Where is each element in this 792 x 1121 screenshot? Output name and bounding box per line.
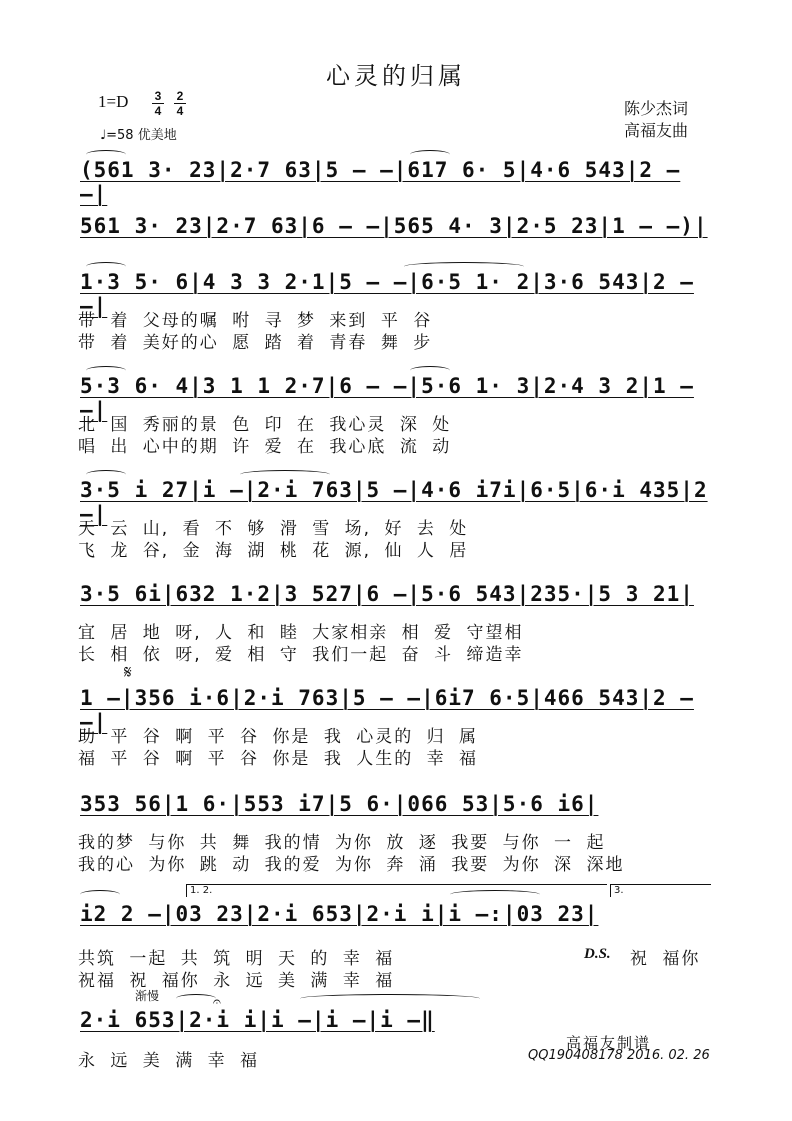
slur-mark [410, 366, 450, 375]
notation-line-7: 1 –|356 i·6|2·i 763|5 – –|6i7 6·5|466 543|2 – –| [80, 686, 694, 734]
key-signature: 1=D [98, 92, 129, 111]
slur-mark [86, 262, 126, 271]
slur-mark [404, 262, 524, 271]
time-signature-2-4 [174, 90, 186, 117]
arranger-credit: 高福友制谱 [566, 1034, 652, 1052]
lyric-line-3b: 带 着 美好的心 愿 踏 着 青春 舞 步 [78, 333, 433, 353]
lyric-line-4b: 唱 出 心中的期 许 爱 在 我心底 流 动 [78, 437, 452, 457]
lyric-line-8b: 我的心 为你 跳 动 我的爱 为你 奔 涌 我要 为你 深 深地 [78, 855, 625, 875]
lyric-line-7a: 助 平 谷 啊 平 谷 你是 我 心灵的 归 属 [78, 727, 479, 747]
time-signature-3-4 [152, 90, 164, 117]
lyric-line-4a: 北 国 秀丽的景 色 印 在 我心灵 深 处 [78, 415, 452, 435]
lyric-ds-ending: 祝 福你 [630, 949, 701, 969]
lyric-line-8a: 我的梦 与你 共 舞 我的情 为你 放 逐 我要 与你 一 起 [78, 833, 606, 853]
time-sig-bottom: 4 [176, 104, 184, 118]
slur-mark [86, 366, 126, 375]
volta-label-2: 3. [614, 885, 624, 896]
lyric-line-7b: 福 平 谷 啊 平 谷 你是 我 人生的 幸 福 [78, 749, 479, 769]
tempo-marking: ♩=58 优美地 [100, 128, 177, 143]
notation-line-9: i2 2 –|03 23|2·i 653|2·i i|i –:|03 23| [80, 902, 599, 926]
notation-line-4: 5·3 6· 4|3 1 1 2·7|6 – –|5·6 1· 3|2·4 3 2|1 – –| [80, 374, 694, 422]
slur-mark [176, 994, 216, 1003]
notation-line-5: 3·5 i 27|i –|2·i 763|5 –|4·6 i7i|6·5|6·i 435|2 –| [80, 478, 708, 526]
time-sig-top: 3 [154, 89, 162, 103]
lyric-line-6a: 宜 居 地 呀, 人 和 睦 大家相亲 相 爱 守望相 [78, 623, 524, 643]
slur-mark [300, 994, 480, 1003]
slur-mark [80, 890, 120, 899]
volta-bracket-1 [186, 884, 607, 897]
lyric-line-10a: 永 远 美 满 幸 福 [78, 1051, 260, 1071]
notation-line-6: 3·5 6i|632 1·2|3 527|6 –|5·6 543|235·|5 3 21| [80, 582, 694, 606]
lyricist: 陈少杰词 [624, 99, 689, 118]
time-sig-top: 2 [176, 89, 184, 103]
footer-note: QQ190408178 2016. 02. 26 [528, 1048, 710, 1063]
lyric-line-3a: 带 着 父母的嘱 咐 寻 梦 来到 平 谷 [78, 311, 433, 331]
notation-line-1: (561 3· 23|2·7 63|5 – –|617 6· 5|4·6 543|2 – –| [80, 158, 681, 206]
ritardando-marking: 渐慢 [135, 989, 160, 1003]
slur-mark [86, 150, 126, 159]
song-title: 心灵的归属 [326, 62, 466, 90]
notation-line-2: 561 3· 23|2·7 63|6 – –|565 4· 3|2·5 23|1 – –)| [80, 214, 708, 238]
segno-sign: 𝄋 [124, 662, 132, 683]
fermata-icon: 𝄐 [213, 994, 221, 1010]
volta-label-1: 1. 2. [190, 885, 213, 896]
slur-mark [240, 470, 330, 479]
lyric-line-9a: 共筑 一起 共 筑 明 天 的 幸 福 [78, 949, 395, 969]
lyric-line-5b: 飞 龙 谷, 金 海 湖 桃 花 源, 仙 人 居 [78, 541, 469, 561]
slur-mark [450, 890, 540, 899]
lyric-line-6b: 长 相 依 呀, 爱 相 守 我们一起 奋 斗 缔造幸 [78, 645, 524, 665]
dal-segno-marking: D.S. [584, 946, 611, 962]
lyric-line-9b: 祝福 祝 福你 永 远 美 满 幸 福 [78, 971, 395, 991]
notation-line-8: 353 56|1 6·|553 i7|5 6·|066 53|5·6 i6| [80, 792, 599, 816]
slur-mark [86, 470, 126, 479]
composer: 高福友曲 [624, 121, 689, 140]
notation-line-10: 2·i 653|2·i i|i –|i –|i –‖ [80, 1008, 435, 1032]
notation-line-3: 1·3 5· 6|4 3 3 2·1|5 – –|6·5 1· 2|3·6 543|2 – –| [80, 270, 694, 318]
volta-bracket-2 [610, 884, 711, 897]
lyric-line-5a: 天 云 山, 看 不 够 滑 雪 场, 好 去 处 [78, 519, 469, 539]
slur-mark [410, 150, 450, 159]
time-sig-bottom: 4 [154, 104, 162, 118]
